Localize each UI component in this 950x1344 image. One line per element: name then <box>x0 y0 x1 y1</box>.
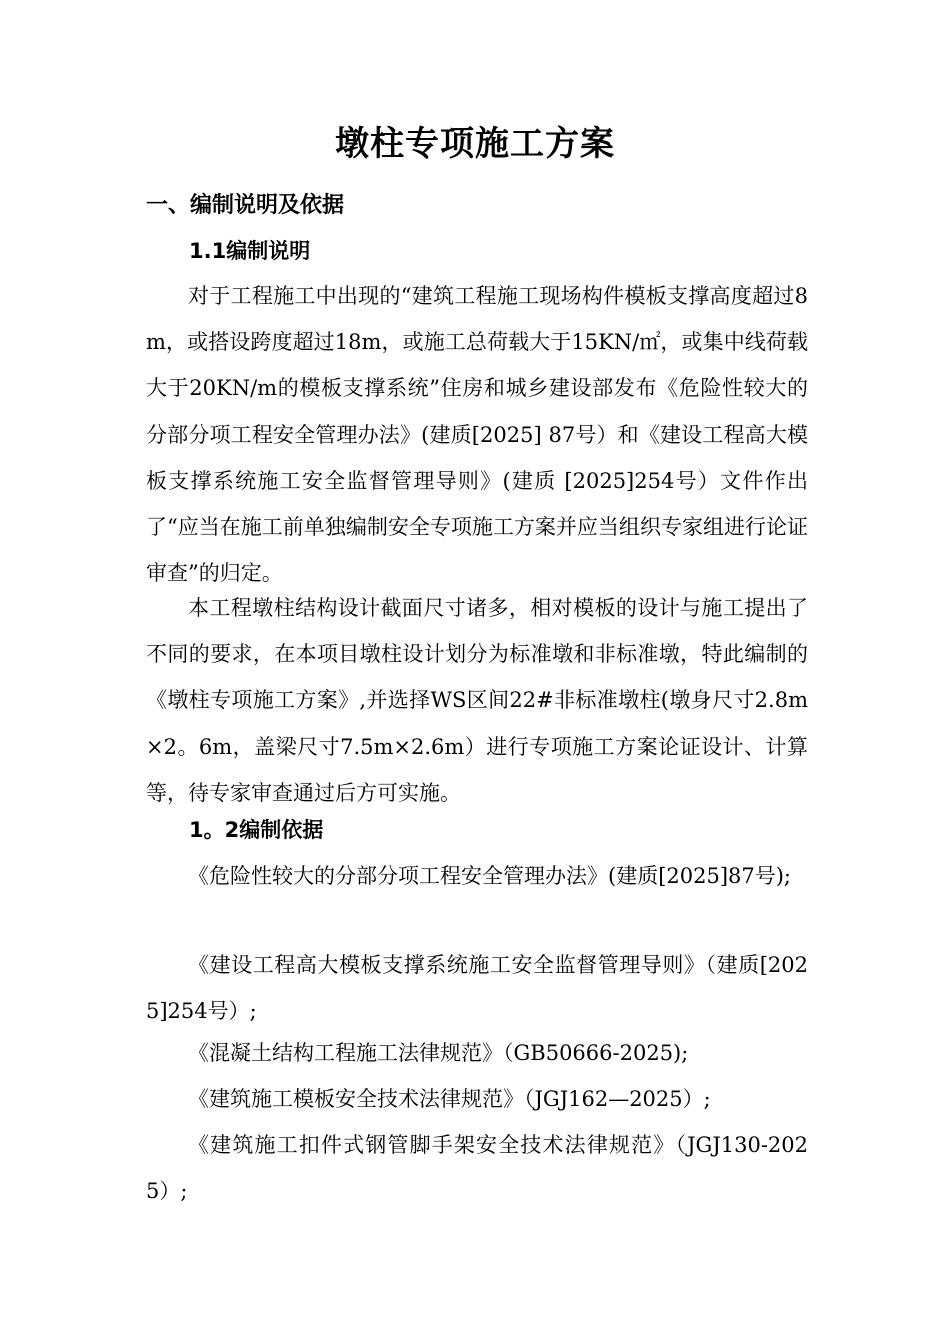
document-title: 墩柱专项施工方案 <box>335 124 615 164</box>
section-heading: 一、编制说明及依据 <box>146 193 345 218</box>
subsection-heading: 1。2编制依据 <box>189 818 324 842</box>
reference-item: 《混凝土结构工程施工法律规范》（GB50666-2025); <box>188 1041 689 1065</box>
reference-item: 《建设工程高大模板支撑系统施工安全监督管理导则》（建质[2025]254号）; <box>146 953 808 1024</box>
paragraph: 本工程墩柱结构设计截面尺寸诸多，相对模板的设计与施工提出了不同的要求，在本项目墩柱设计划分为标准墩和非标准墩，特此编制的《墩柱专项施工方案》,并选择WS区间22#非标准墩柱(墩身尺寸2.8m×2。6m，盖梁尺寸7.5m×2.6m）进行专项施工方案论证设计、计算等，待专家审查通过后方可实施。 <box>146 596 808 805</box>
paragraph: 对于工程施工中出现的“建筑工程施工现场构件模板支撑高度超过8m，或搭设跨度超过18m，或施工总荷载大于15KN/㎡，或集中线荷载大于20KN/m的模板支撑系统”住房和城乡建设部发布《危险性较大的分部分项工程安全管理办法》(建质[2025] 87号）和《建设工程高大模板支撑系统施工安全监督管理导则》(建质 [2025]254号）文件作出了“应当在施工前单独编制安全专项施工方案并应当组织专家组进行论证审查”的归定。 <box>146 284 808 586</box>
reference-item: 《危险性较大的分部分项工程安全管理办法》(建质[2025]87号); <box>188 864 792 888</box>
reference-item: 《建筑施工模板安全技术法律规范》（JGJ162—2025）; <box>188 1087 711 1111</box>
subsection-heading: 1.1编制说明 <box>189 239 311 263</box>
reference-item: 《建筑施工扣件式钢管脚手架安全技术法律规范》（JGJ130-2025）; <box>146 1133 808 1204</box>
